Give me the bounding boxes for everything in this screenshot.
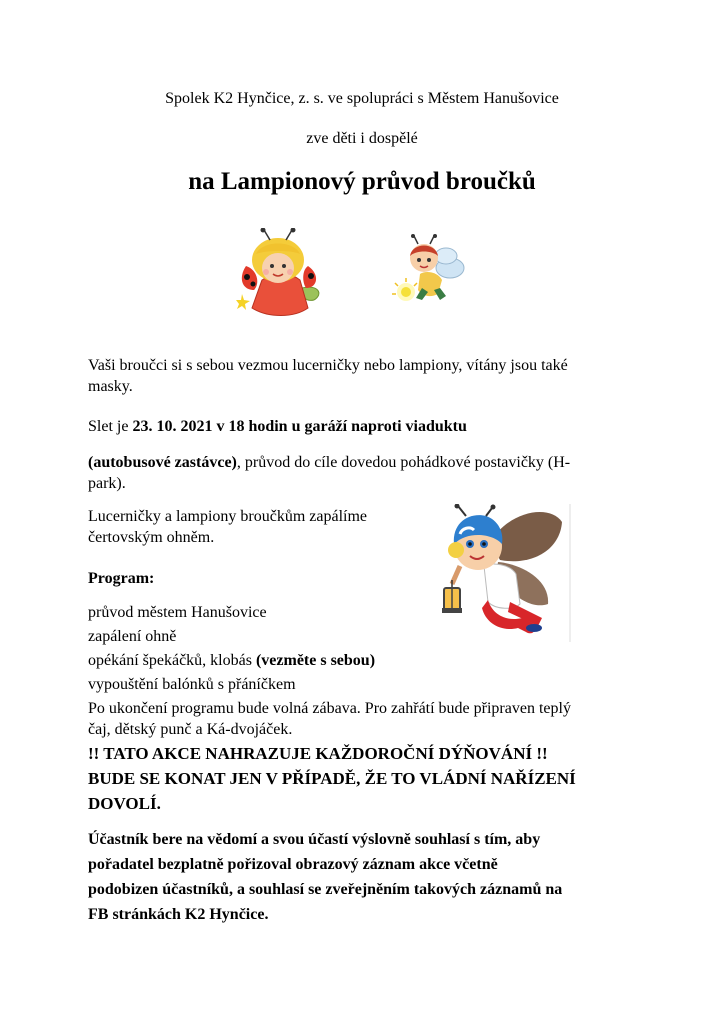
program-item: vypouštění balónků s přáníčkem bbox=[88, 676, 296, 693]
page-title: na Lampionový průvod broučků bbox=[188, 168, 536, 195]
meeting-line-1 bbox=[88, 416, 467, 437]
warning-line-2: BUDE SE KONAT JEN V PŘÍPADĚ, ŽE TO VLÁDNÍ NAŘÍZENÍ bbox=[88, 769, 576, 788]
program-heading: Program: bbox=[88, 570, 155, 587]
meeting-line-3: park). bbox=[88, 475, 126, 492]
warning-line-3: DOVOLÍ. bbox=[88, 794, 161, 813]
consent-line-2: pořadatel bezplatně pořizoval obrazový záznam akce včetně bbox=[88, 856, 498, 873]
meeting-place-note: (autobusové zastávce) bbox=[88, 454, 237, 471]
consent-line-4: FB stránkách K2 Hynčice. bbox=[88, 906, 269, 923]
firefly-boy-illustration bbox=[392, 234, 468, 302]
consent-line-3: podobizen účastníků, a souhlasí se zveřejněním takových záznamů na bbox=[88, 881, 563, 898]
program-item bbox=[88, 650, 375, 671]
meeting-rest: , průvod do cíle dovedou pohádkové postavičky (H- bbox=[236, 454, 571, 471]
after-line-1: Po ukončení programu bude volná zábava. Pro zahřátí bude připraven teplý bbox=[88, 700, 571, 717]
program-item-note: (vezměte s sebou) bbox=[255, 652, 376, 669]
intro-line-1: Vaši broučci si s sebou vezmou lucerničky nebo lampiony, vítány jsou také bbox=[88, 357, 568, 374]
ladybug-girl-illustration bbox=[236, 228, 326, 320]
program-item: zapálení ohně bbox=[88, 628, 177, 645]
meeting-prefix: Slet je bbox=[88, 418, 133, 435]
organizer-line: Spolek K2 Hynčice, z. s. ve spolupráci s Městem Hanušovice bbox=[165, 90, 559, 107]
program-item-text: opékání špekáčků, klobás bbox=[88, 652, 256, 669]
consent-line-1: Účastník bere na vědomí a svou účastí výslovně souhlasí s tím, aby bbox=[88, 831, 541, 848]
intro-line-2: masky. bbox=[88, 378, 133, 395]
after-line-2: čaj, dětský punč a Ká-dvojáček. bbox=[88, 721, 293, 738]
fire-line-2: čertovským ohněm. bbox=[88, 529, 215, 546]
warning-line-1: !! TATO AKCE NAHRAZUJE KAŽDOROČNÍ DÝŇOVÁNÍ !! bbox=[88, 744, 548, 763]
invitation-line: zve děti i dospělé bbox=[306, 130, 418, 147]
meeting-datetime: 23. 10. 2021 v 18 hodin u garáží naproti viaduktu bbox=[132, 418, 467, 435]
beetle-with-lantern-illustration bbox=[430, 504, 572, 642]
meeting-line-2 bbox=[88, 452, 570, 473]
program-item: průvod městem Hanušovice bbox=[88, 604, 267, 621]
fire-line-1: Lucerničky a lampiony broučkům zapálíme bbox=[88, 508, 368, 525]
